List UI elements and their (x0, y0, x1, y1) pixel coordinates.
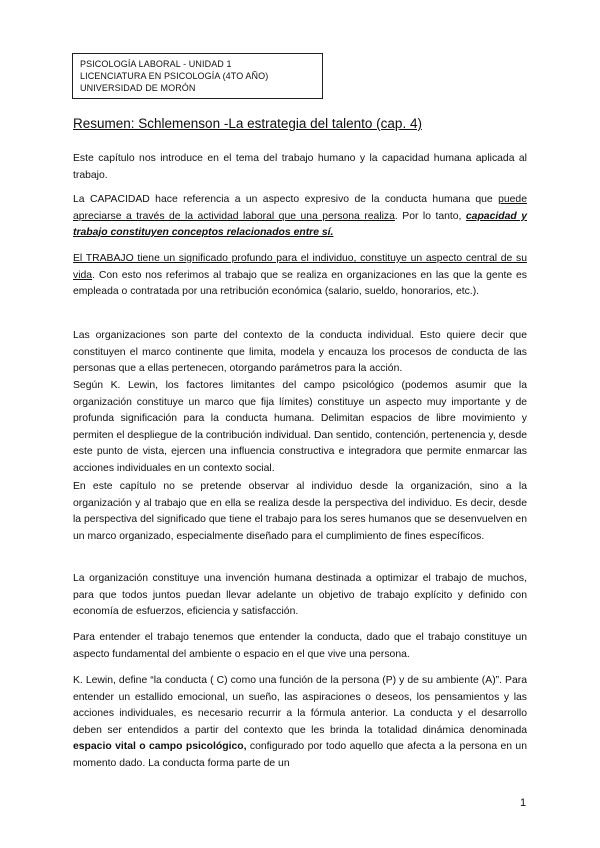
document-header-box (72, 53, 323, 99)
page-number: 1 (520, 797, 527, 809)
paragraph-conducta: Para entender el trabajo tenemos que entender la conducta, dado que el trabajo constituye un aspecto fundamental del ambiente o espacio en el que vive una persona. (73, 632, 527, 660)
document-title: Resumen: Schlemenson -La estrategia del talento (cap. 4) (73, 116, 422, 131)
header-line-university: UNIVERSIDAD DE MORÓN (80, 83, 196, 93)
paragraph-trabajo: El TRABAJO tiene un significado profundo para el individuo, constituye un aspecto central de su vida. Con esto nos referimos al trabajo que se realiza en organizaciones en las que la gente es empleada o contratada por una retribución económica (salario, sueldo, honorarios, etc.). (73, 253, 527, 298)
paragraph-intro: Este capítulo nos introduce en el tema del trabajo humano y la capacidad humana aplicada al trabajo. (73, 153, 527, 181)
paragraph-invencion: La organización constituye una invención humana destinada a optimizar el trabajo de muchos, para que todos juntos puedan llevar adelante un objetivo de trabajo explícito y definido con economía de esfuerzos, eficiencia y satisfacción. (73, 573, 527, 618)
header-line-course: PSICOLOGÍA LABORAL - UNIDAD 1 (80, 59, 232, 69)
header-line-degree: LICENCIATURA EN PSICOLOGÍA (4TO AÑO) (80, 71, 269, 81)
paragraph-lewin-factores: Según K. Lewin, los factores limitantes del campo psicológico (podemos asumir que la organización constituye un marco que fija límites) constituye un aspecto muy importante y de profunda significación para la conducta humana. Delimitan espacios de libre movimiento y permiten el despliegue de la contribución individual. Dan sentido, contención, pertenencia y, desde este punto de vista, ejercen una influencia constructiva e integradora que permite enmarcar las acciones individuales en un contexto social. (73, 380, 527, 474)
paragraph-lewin-formula: K. Lewin, define “la conducta ( C) como una función de la persona (P) y de su ambiente (A)”. Para entender un estallido emocional, un sueño, las aspiraciones o deseos, los pensamientos y las acciones individuales, es necesario recurrir a la fórmula anterior. La conducta y el desarrollo deben ser entendidos a partir del contexto que les brinda la totalidad dinámica denominada espacio vital o campo psicológico, configurado por todo aquello que afecta a la persona en un momento dado. La conducta forma parte de un (73, 675, 527, 769)
paragraph-capacidad: La CAPACIDAD hace referencia a un aspecto expresivo de la conducta humana que puede apreciarse a través de la actividad laboral que una persona realiza. Por lo tanto, capacidad y trabajo constituyen conceptos relacionados entre sí. (73, 194, 527, 239)
paragraph-perspectiva: En este capítulo no se pretende observar al individuo desde la organización, sino a la organización y al trabajo que en ella se realiza desde la perspectiva del individuo. Es decir, desde la perspectiva del significado que tiene el trabajo para los seres humanos que se desenvuelven en un marco organizado, especialmente diseñado para el cumplimiento de fines específicos. (73, 481, 527, 542)
paragraph-organizaciones: Las organizaciones son parte del contexto de la conducta individual. Esto quiere decir que constituyen el marco continente que limita, modela y encauza los procesos de conducta de las personas que a ellas pertenecen, otorgando parámetros para la acción. (73, 330, 527, 375)
